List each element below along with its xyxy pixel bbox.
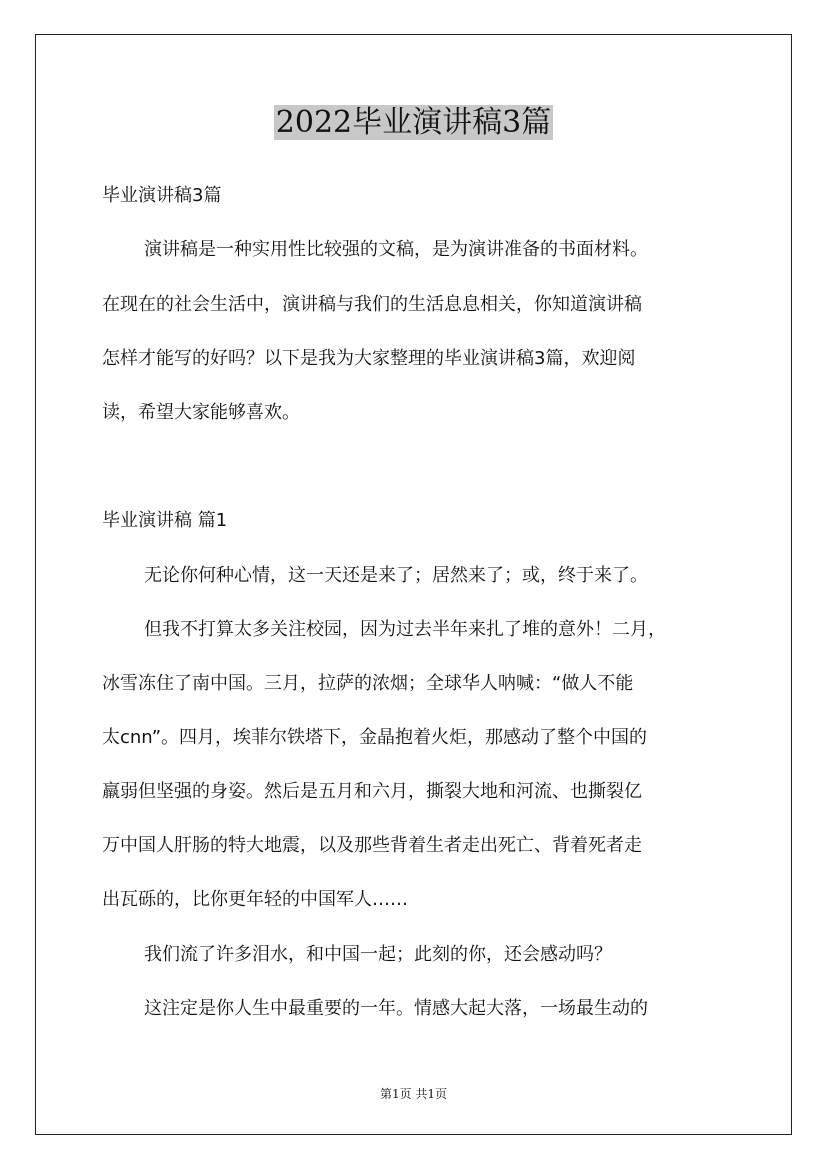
body-line: 我们流了许多泪水，和中国一起；此刻的你，还会感动吗？ <box>144 944 612 965</box>
intro-line: 演讲稿是一种实用性比较强的文稿，是为演讲准备的书面材料。 <box>144 239 648 260</box>
body-line: 羸弱但坚强的身姿。然后是五月和六月，撕裂大地和河流、也撕裂亿 <box>102 781 642 802</box>
intro-line: 怎样才能写的好吗？以下是我为大家整理的毕业演讲稿3篇，欢迎阅 <box>102 348 636 369</box>
intro-line: 在现在的社会生活中，演讲稿与我们的生活息息相关，你知道演讲稿 <box>102 294 642 315</box>
body-line: 万中国人肝肠的特大地震，以及那些背着生者走出死亡、背着死者走 <box>102 835 642 856</box>
section-heading: 毕业演讲稿 篇1 <box>102 510 228 531</box>
body-line: 这注定是你人生中最重要的一年。情感大起大落，一场最生动的 <box>144 998 648 1019</box>
intro-line: 读，希望大家能够喜欢。 <box>102 402 300 423</box>
body-line: 出瓦砾的，比你更年轻的中国军人…… <box>102 889 408 910</box>
body-line: 冰雪冻住了南中国。三月，拉萨的浓烟；全球华人呐喊：“做人不能 <box>102 673 634 694</box>
document-subtitle: 毕业演讲稿3篇 <box>102 185 222 206</box>
body-line: 太cnn”。四月，埃菲尔铁塔下，金晶抱着火炬，那感动了整个中国的 <box>102 727 648 748</box>
body-line: 但我不打算太多关注校园，因为过去半年来扎了堆的意外！二月， <box>144 619 666 640</box>
page-footer: 第1页 共1页 <box>379 1087 448 1101</box>
body-line: 无论你何种心情，这一天还是来了；居然来了；或，终于来了。 <box>144 565 648 586</box>
document-title-text: 2022毕业演讲稿3篇 <box>275 105 552 140</box>
document-title <box>0 104 827 142</box>
